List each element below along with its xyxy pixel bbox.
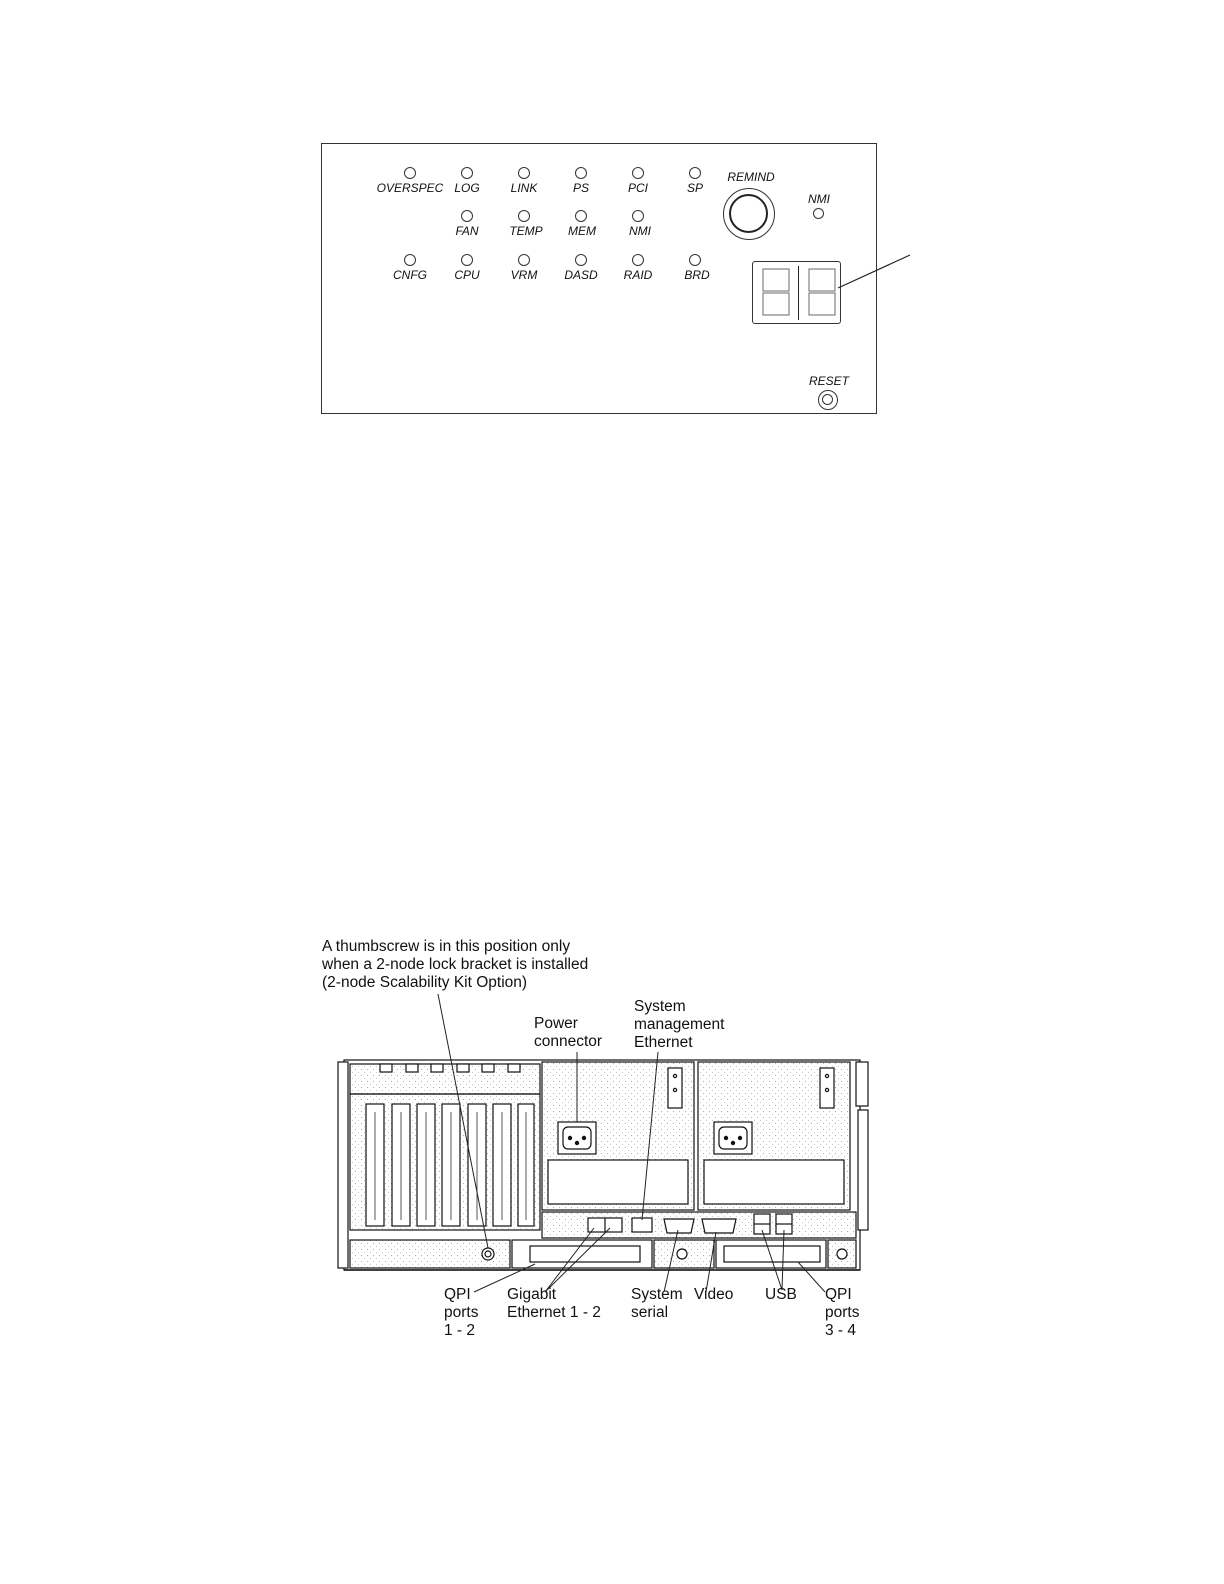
- overspec-led: [404, 167, 416, 179]
- cpu-led: [461, 254, 473, 266]
- cnfg-label: CNFG: [393, 268, 427, 282]
- video-callout: Video: [694, 1286, 734, 1303]
- link-led: [518, 167, 530, 179]
- nmi-button[interactable]: [813, 208, 824, 219]
- cnfg-led: [404, 254, 416, 266]
- mem-label: MEM: [568, 224, 596, 238]
- raid-led: [632, 254, 644, 266]
- reset-button[interactable]: [818, 390, 838, 410]
- sp-label: SP: [686, 181, 704, 195]
- temp-label: TEMP: [509, 224, 543, 238]
- log-label: LOG: [454, 181, 480, 195]
- vrm-led: [518, 254, 530, 266]
- vrm-label: VRM: [510, 268, 538, 282]
- ps-led: [575, 167, 587, 179]
- system-management-ethernet-callout: System management Ethernet: [634, 998, 725, 1051]
- power-connector-callout: Power connector: [534, 1015, 603, 1050]
- ps-label: PS: [572, 181, 590, 195]
- pci-label: PCI: [627, 181, 649, 195]
- system-serial-callout: System serial: [631, 1286, 683, 1321]
- log-led: [461, 167, 473, 179]
- remind-button[interactable]: [723, 188, 775, 240]
- overspec-label: OVERSPEC: [376, 181, 444, 195]
- cpu-label: CPU: [454, 268, 480, 282]
- gigabit-ethernet-callout: Gigabit Ethernet 1 - 2: [507, 1286, 601, 1321]
- usb-callout: USB: [765, 1286, 797, 1303]
- nmi-button-label: NMI: [808, 192, 830, 206]
- thumbscrew-note: A thumbscrew is in this position only when a 2-node lock bracket is installed (2-node Scalability Kit Option): [322, 938, 589, 991]
- seven-segment-digits: [753, 262, 842, 325]
- qpi-ports-3-4-callout: QPI ports 3 - 4: [825, 1286, 860, 1339]
- raid-label: RAID: [623, 268, 653, 282]
- operator-information-panel: [321, 143, 877, 414]
- qpi-ports-1-2-callout: QPI ports 1 - 2: [444, 1286, 479, 1339]
- brd-label: BRD: [684, 268, 710, 282]
- reset-label: RESET: [808, 374, 850, 388]
- diagnostic-display: [752, 261, 841, 324]
- pci-led: [632, 167, 644, 179]
- remind-label: REMIND: [727, 170, 775, 184]
- sp-led: [689, 167, 701, 179]
- fan-label: FAN: [455, 224, 479, 238]
- nmi-led: [632, 210, 644, 222]
- fan-led: [461, 210, 473, 222]
- dasd-label: DASD: [564, 268, 598, 282]
- link-label: LINK: [510, 181, 538, 195]
- mem-led: [575, 210, 587, 222]
- temp-led: [518, 210, 530, 222]
- nmi-led-label: NMI: [629, 224, 651, 238]
- brd-led: [689, 254, 701, 266]
- dasd-led: [575, 254, 587, 266]
